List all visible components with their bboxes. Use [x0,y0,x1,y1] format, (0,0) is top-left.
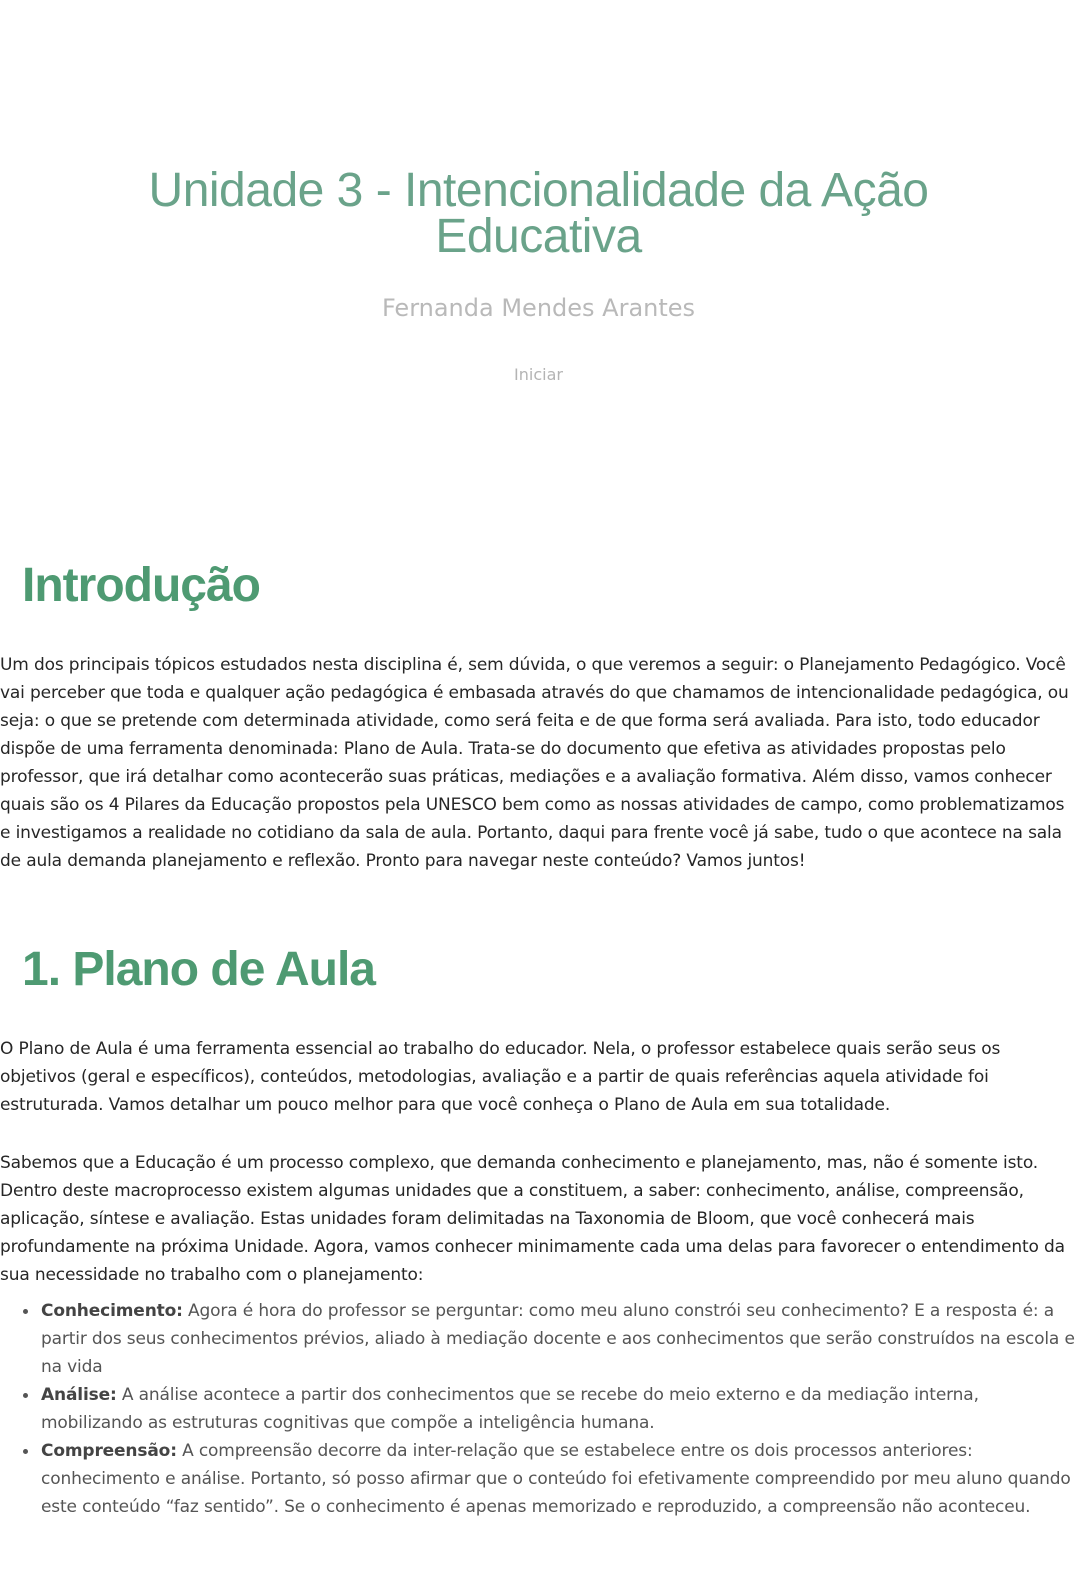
section-heading-plano-de-aula: 1. Plano de Aula [22,943,375,996]
bloom-list [0,1297,1075,1521]
title-line-1: Unidade 3 - Intencionalidade da Ação [148,164,929,217]
intro-heading: Introdução [22,559,260,612]
title-line-2: Educativa [435,210,642,263]
intro-paragraph: Um dos principais tópicos estudados nesta disciplina é, sem dúvida, o que veremos a seguir: o Planejamento Pedagógico. Você vai perceber que toda e qualquer ação pedagógica é embasada através do que chamamos de intencionalidade pedagógica, ou seja: o que se pretende com determinada atividade, como será feita e de que forma será avaliada. Para isto, todo educador dispõe de uma ferramenta denominada: Plano de Aula. Trata-se do documento que efetiva as atividades propostas pelo professor, que irá detalhar como acontecerão suas práticas, mediações e a avaliação formativa. Além disso, vamos conhecer quais são os 4 Pilares da Educação propostos pela UNESCO bem como as nossas atividades de campo, como problematizamos e investigamos a realidade no cotidiano da sala de aula. Portanto, daqui para frente você já sabe, tudo o que acontece na sala de aula demanda planejamento e reflexão. Pronto para navegar neste conteúdo? Vamos juntos! [0,655,1069,871]
list-item-text: A análise acontece a partir dos conhecimentos que se recebe do meio externo e da mediação interna, mobilizando as estruturas cognitivas que compõe a inteligência humana. [41,1385,979,1433]
start-area [0,365,1077,384]
list-item-term: Análise: [41,1385,117,1405]
start-button[interactable]: Iniciar [514,365,563,384]
list-item-compreensao [41,1437,1075,1521]
plano-paragraph-1: O Plano de Aula é uma ferramenta essencial ao trabalho do educador. Nela, o professor estabelece quais serão seus os objetivos (geral e específicos), conteúdos, metodologias, avaliação e a partir de quais referências aquela atividade foi estruturada. Vamos detalhar um pouco melhor para que você conheça o Plano de Aula em sua totalidade. [0,1039,1001,1115]
list-item-conhecimento [41,1297,1075,1381]
plano-paragraph-2: Sabemos que a Educação é um processo complexo, que demanda conhecimento e planejamento, mas, não é somente isto. Dentro deste macroprocesso existem algumas unidades que a constituem, a saber: conhecimento, análise, compreensão, aplicação, síntese e avaliação. Estas unidades foram delimitadas na Taxonomia de Bloom, que você conhecerá mais profundamente na próxima Unidade. Agora, vamos conhecer minimamente cada uma delas para favorecer o entendimento da sua necessidade no trabalho com o planejamento: [0,1153,1065,1285]
list-item-term: Conhecimento: [41,1301,183,1321]
list-item-text: Agora é hora do professor se perguntar: como meu aluno constrói seu conhecimento? E a resposta é: a partir dos seus conhecimentos prévios, aliado à mediação docente e aos conhecimentos que serão construídos na escola e na vida [41,1301,1075,1377]
list-item-text: A compreensão decorre da inter-relação que se estabelece entre os dois processos anteriores: conhecimento e análise. Portanto, só posso afirmar que o conteúdo foi efetivamente compreendido por meu aluno quando este conteúdo “faz sentido”. Se o conhecimento é apenas memorizado e reproduzido, a compreensão não aconteceu. [41,1441,1071,1517]
list-item-term: Compreensão: [41,1441,177,1461]
list-item-analise [41,1381,1075,1437]
author-name: Fernanda Mendes Arantes [381,294,696,322]
page-title [0,164,1077,263]
